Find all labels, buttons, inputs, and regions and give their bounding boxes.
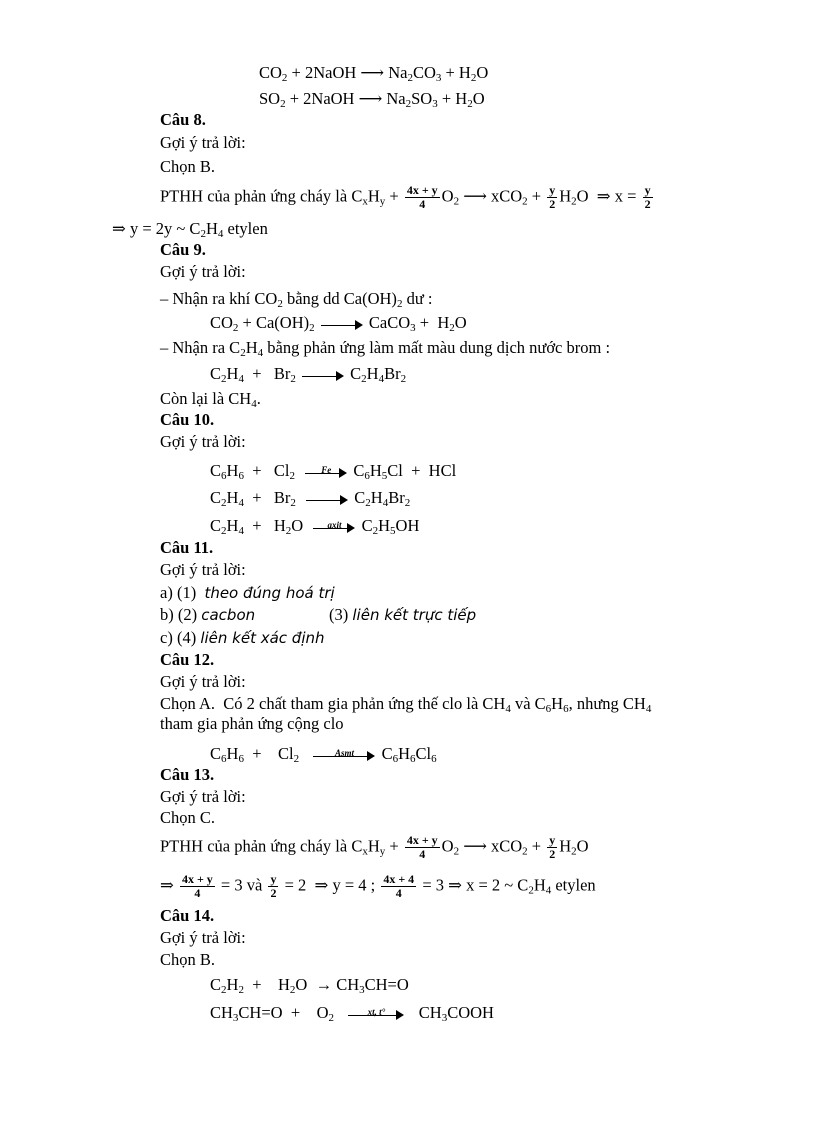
fraction: $\frac{y}{2}$: [549, 833, 556, 861]
fraction: $\frac{y}{2}$: [270, 872, 277, 900]
question-12-line1: Chọn A. Có 2 chất tham gia phản ứng thế clo là $CH_4$ và $C_6H_6$, nhưng $CH_4$: [160, 694, 652, 715]
question-10-equation-2: $C_2H_4 + Br_2$ $C_2H_4Br_2$: [210, 488, 411, 509]
question-9-rest: Còn lại là $CH_4$.: [160, 389, 261, 410]
fraction: $\frac{y}{2}$: [644, 183, 651, 211]
question-13-hint: Gợi ý trả lời:: [160, 787, 246, 806]
question-12-hint: Gợi ý trả lời:: [160, 672, 246, 691]
question-9-line1: – Nhận ra khí $CO_2$ bằng dd $Ca(OH)_2$ dư :: [160, 289, 433, 310]
reaction-arrow: [319, 314, 365, 334]
question-11-answer-b: b) (2) cacbon: [160, 605, 256, 624]
question-14-equation-1: $C_2H_2$ + $H_2O \to CH_3CH=O$: [210, 975, 409, 996]
question-9-hint: Gợi ý trả lời:: [160, 262, 246, 281]
question-10-hint: Gợi ý trả lời:: [160, 432, 246, 451]
question-11-hint: Gợi ý trả lời:: [160, 560, 246, 579]
question-13-choice: Chọn C.: [160, 808, 216, 827]
reaction-arrow: xt, t°: [346, 1004, 406, 1024]
fraction: $\frac{4x + y}{4}$: [406, 833, 438, 861]
question-9-line2: – Nhận ra $C_2H_4$ bằng phản ứng làm mất màu dung dịch nước brom :: [160, 338, 611, 359]
reaction-arrow: Fe: [303, 462, 349, 482]
question-11-title: Câu 11.: [160, 538, 214, 557]
question-10-equation-1: $C_6H_6 + Cl_2$ Fe $C_6H_5Cl$ + HCl: [210, 461, 457, 482]
question-9-equation-1: $CO_2 + Ca(OH)_2$ CaCO$_3$ + $H_2O$: [210, 313, 467, 334]
question-11-answer-c: c) (4) liên kết xác định: [160, 628, 325, 647]
fraction: $\frac{4x + y}{4}$: [181, 872, 213, 900]
question-13-title: Câu 13.: [160, 765, 215, 784]
question-11-answer-b3: (3) liên kết trực tiếp: [329, 605, 477, 624]
fraction: $\frac{4x + y}{4}$: [406, 183, 438, 211]
question-10-title: Câu 10.: [160, 410, 215, 429]
question-12-equation: $C_6H_6$ + $Cl_2$ Asmt $C_6H_6Cl_6$: [210, 744, 437, 765]
question-9-equation-2: $C_2H_4 + Br_2$ $C_2H_4Br_2$: [210, 364, 407, 385]
question-14-equation-2: $CH_3CH=O$ + $O_2$ xt, t° $CH_3COOH$: [210, 1003, 494, 1024]
question-14-hint: Gợi ý trả lời:: [160, 928, 246, 947]
question-8-title: Câu 8.: [160, 110, 206, 129]
question-8-combustion-equation: PTHH của phản ứng cháy là $C_xH_y$ + $\frac{4x + y}{4}$ $O_2$ ⟶ xCO$_2$ + $\frac{y}{2}$ $H_2O$ ⇒ x = $\frac{y}{2}$: [160, 183, 651, 211]
question-11-answer-a: a) (1) theo đúng hoá trị: [160, 583, 335, 602]
fraction: $\frac{y}{2}$: [549, 183, 556, 211]
question-13-combustion-equation: PTHH của phản ứng cháy là $C_xH_y$ + $\frac{4x + y}{4}$ $O_2$ ⟶ xCO$_2$ + $\frac{y}{2}$ $H_2O$: [160, 833, 589, 861]
question-8-choice: Chọn B.: [160, 157, 216, 176]
equation-co2-naoh: $CO_2$ + 2NaOH ⟶ $Na_2CO_3 + H_2O$: [259, 63, 489, 84]
question-14-title: Câu 14.: [160, 906, 215, 925]
reaction-arrow: [304, 489, 350, 509]
fraction: $\frac{4x + 4}{4}$: [383, 872, 415, 900]
question-12-line2: tham gia phản ứng cộng clo: [160, 714, 344, 733]
question-12-title: Câu 12.: [160, 650, 215, 669]
question-13-solution: ⇒ $\frac{4x + y}{4}$ = 3 và $\frac{y}{2}$ = 2 ⇒ y = 4 ; $\frac{4x + 4}{4}$ = 3 ⇒ x = 2 ~ $C_2H_4$ etylen: [160, 872, 596, 900]
reaction-arrow: [300, 365, 346, 385]
question-14-choice: Chọn B.: [160, 950, 216, 969]
question-8-conclusion: ⇒ y = 2y ~ $C_2H_4$ etylen: [112, 219, 268, 240]
question-10-equation-3: $C_2H_4 + H_2O$ axit $C_2H_5OH$: [210, 516, 420, 537]
question-9-title: Câu 9.: [160, 240, 206, 259]
pthh-label: PTHH của phản ứng cháy là: [160, 186, 348, 206]
reaction-arrow: Asmt: [311, 745, 377, 765]
reaction-arrow: axit: [311, 517, 357, 537]
equation-so2-naoh: $SO_2$ + 2NaOH ⟶ $Na_2SO_3 + H_2O$: [259, 89, 485, 110]
question-8-hint: Gợi ý trả lời:: [160, 133, 246, 152]
